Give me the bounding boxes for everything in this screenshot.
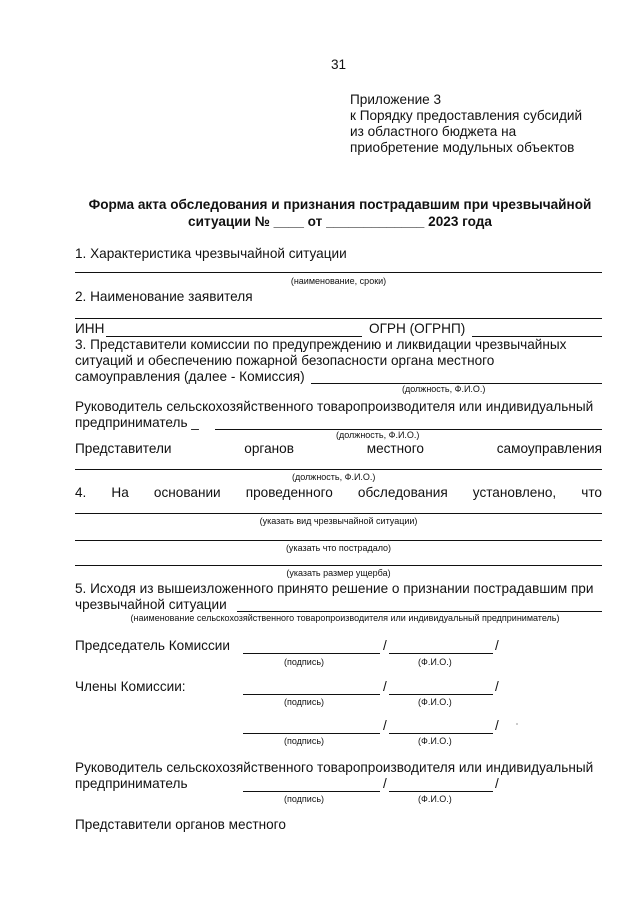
reps-signature-label: Представители органов местного (75, 817, 286, 832)
appendix-line-3: из областного бюджета на (350, 124, 517, 139)
head-signature-line-2: предприниматель (75, 776, 188, 791)
chairman-name-hint: (Ф.И.О.) (418, 657, 452, 667)
member-1-signature-hint: (подпись) (284, 697, 325, 707)
section-4-hint-2: (указать что пострадало) (285, 543, 392, 553)
form-title-line-2: ситуации № ____ от _____________ 2023 года (188, 214, 492, 229)
member-2-slash-2: / (495, 718, 499, 733)
member-2-name-hint: (Ф.И.О.) (418, 736, 452, 746)
section-5-hint: (наименование сельскохозяйственного товаропроизводителя или индивидуальный предприниматель) (130, 613, 560, 623)
head-signature-hint: (подпись) (284, 794, 325, 804)
page-number: 31 (331, 57, 347, 72)
section-5-line-2: чрезвычайной ситуации (75, 597, 227, 612)
head-name-line (389, 791, 493, 792)
members-label: Члены Комиссии: (75, 679, 186, 694)
reps-underline (75, 469, 602, 470)
member-1-slash-2: / (495, 679, 499, 694)
section-4-line-1: 4. На основании проведенного обследования установлено, что (75, 485, 602, 500)
head-line-1: Руководитель сельскохозяйственного товаропроизводителя или индивидуальный (75, 399, 594, 414)
chairman-signature-line (243, 653, 380, 654)
section-2-line (75, 318, 602, 319)
member-2-slash-1: / (383, 718, 387, 733)
appendix-line-1: Приложение 3 (350, 92, 442, 107)
section-4-hint-3: (указать размер ущерба) (286, 568, 391, 578)
reps-line: Представители органов местного самоуправления (75, 441, 602, 456)
member-1-name-hint: (Ф.И.О.) (418, 697, 452, 707)
head-name-hint: (Ф.И.О.) (418, 794, 452, 804)
member-1-signature-line (243, 694, 380, 695)
head-signature-line-1: Руководитель сельскохозяйственного товаропроизводителя или индивидуальный (75, 760, 594, 775)
form-title-line-1: Форма акта обследования и признания пострадавшим при чрезвычайной (88, 197, 592, 212)
chairman-name-line (389, 653, 493, 654)
section-3-line-2: ситуаций и обеспечению пожарной безопасности органа местного (75, 353, 495, 368)
commission-hint: (должность, Ф.И.О.) (402, 384, 486, 394)
chairman-label: Председатель Комиссии (75, 638, 230, 653)
member-2-signature-hint: (подпись) (284, 736, 325, 746)
member-2-name-line (389, 733, 493, 734)
section-4-hint-1: (указать вид чрезвычайной ситуации) (259, 516, 418, 526)
scan-speck (516, 723, 518, 725)
appendix-line-4: приобретение модульных объектов (350, 140, 575, 155)
member-1-name-line (389, 694, 493, 695)
reps-hint: (должность, Ф.И.О.) (292, 472, 376, 482)
section-1-hint: (наименование, сроки) (290, 276, 387, 286)
head-hint: (должность, Ф.И.О.) (336, 430, 420, 440)
section-3-line-1: 3. Представители комиссии по предупреждению и ликвидации чрезвычайных (75, 337, 567, 352)
section-4-line-c (75, 565, 602, 566)
appendix-line-2: к Порядку предоставления субсидий (350, 108, 583, 123)
chairman-signature-hint: (подпись) (284, 657, 325, 667)
head-signature-line (243, 791, 380, 792)
member-2-signature-line (243, 733, 380, 734)
head-slash-2: / (495, 776, 499, 791)
section-1-line (75, 272, 602, 273)
section-5-line-1: 5. Исходя из вышеизложенного принято решение о признании пострадавшим при (75, 581, 594, 596)
section-3-line-3: самоуправления (далее - Комиссия) (75, 369, 305, 384)
chairman-slash-2: / (495, 638, 499, 653)
ogrn-label: ОГРН (ОГРНП) (369, 321, 466, 336)
inn-label: ИНН (75, 321, 105, 336)
section-2-heading: 2. Наименование заявителя (75, 289, 253, 304)
section-4-line-b (75, 540, 602, 541)
head-line-2: предприниматель _ (75, 415, 199, 430)
chairman-slash-1: / (383, 638, 387, 653)
section-4-line-a (75, 513, 602, 514)
section-1-heading: 1. Характеристика чрезвычайной ситуации (75, 246, 347, 261)
member-1-slash-1: / (383, 679, 387, 694)
head-slash-1: / (383, 776, 387, 791)
section-5-underline (237, 611, 602, 612)
